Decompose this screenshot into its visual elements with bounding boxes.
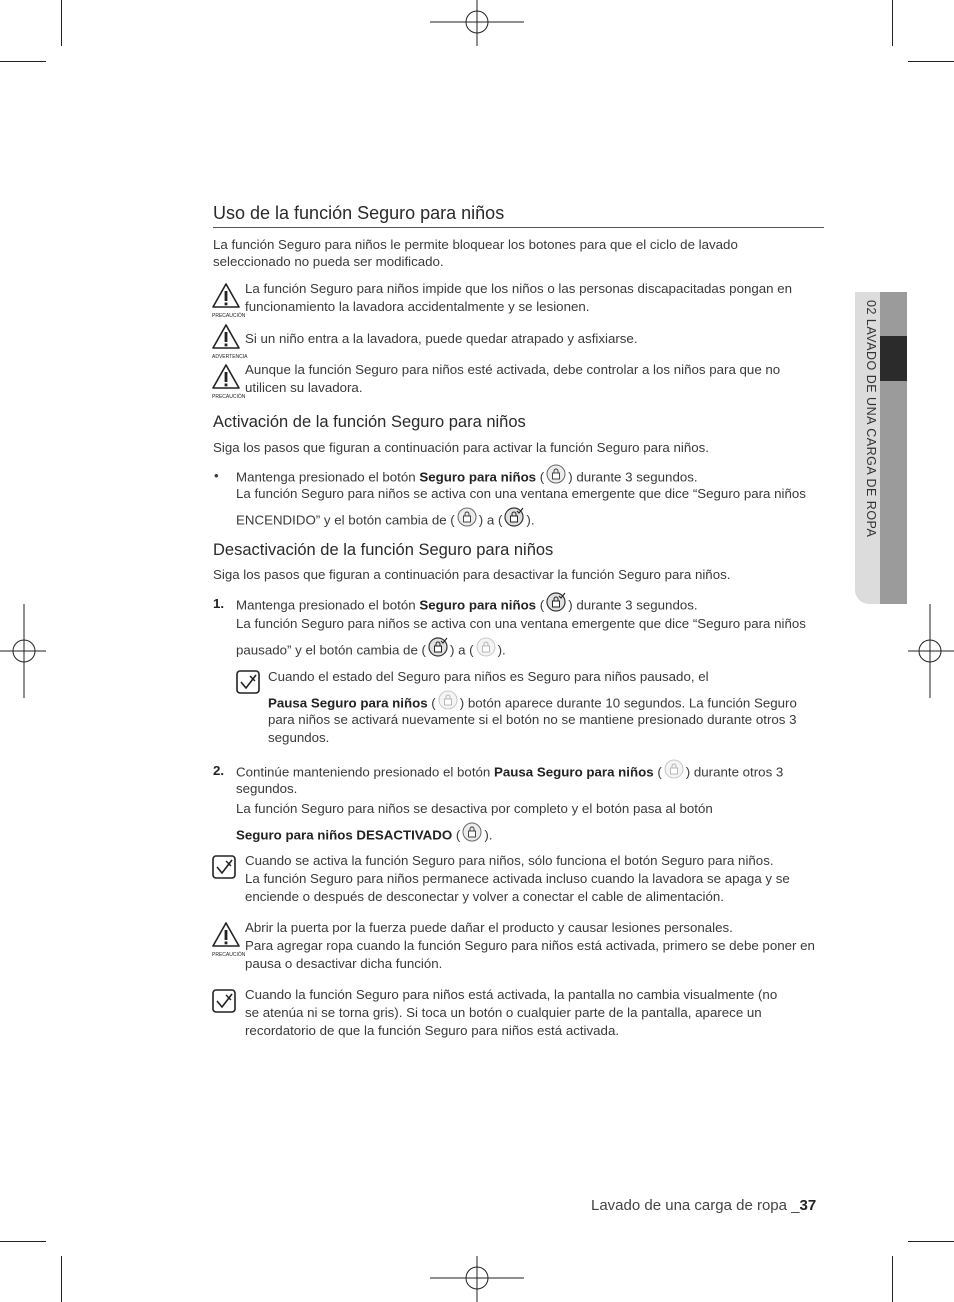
caution-text: La función Seguro para niños impide que los niños o las personas discapacitadas pongan en [245,281,793,296]
child-lock-on-icon [428,637,448,665]
step-text: ) a ( [478,512,503,528]
child-lock-on-icon [504,507,524,535]
step-text: Mantenga presionado el botón [236,597,420,613]
activation-intro: Siga los pasos que figuran a continuación para activar la función Seguro para niños. [213,440,709,455]
button-name: Seguro para niños DESACTIVADO [236,827,453,843]
activation-heading: Activación de la función Seguro para niños [213,413,526,431]
deactivation-step-line: Seguro para niños DESACTIVADO ( ). [236,822,492,850]
deactivation-step-line: La función Seguro para niños se desactiva por completo y el botón pasa al botón [236,801,713,816]
crop-mark [908,61,954,62]
crop-mark [892,1256,893,1302]
step-text: ). [484,827,493,843]
note-text-part: ) botón aparece durante 10 segundos. La función Seguro [459,695,797,711]
activation-step-line: Mantenga presionado el botón Seguro para niños ( ) durante 3 segundos. [236,464,698,492]
note-text: Pausa Seguro para niños ( ) botón aparece durante 10 segundos. La función Seguro [268,690,797,718]
page-title: Uso de la función Seguro para niños [213,203,824,228]
chapter-tab-marker [880,336,907,381]
step-number: 1. [213,596,225,611]
crop-mark [0,1241,46,1242]
page-footer [591,1197,816,1214]
note-text: Cuando el estado del Seguro para niños es Seguro para niños pausado, el [268,669,709,684]
step-text: ) a ( [449,642,474,658]
note-icon [212,989,236,1018]
note-icon [236,670,260,699]
note-text: La función Seguro para niños permanece activada incluso cuando la lavadora se apaga y se [245,871,790,886]
step-text: Continúe manteniendo presionado el botón [236,764,495,780]
caution-text: Abrir la puerta por la fuerza puede dañar el producto y causar lesiones personales. [245,920,733,935]
step-text: ENCENDIDO” y el botón cambia de ( [236,512,455,528]
child-lock-icon [462,822,482,850]
caution-label: PRECAUCIÓN [212,952,246,958]
note-text: segundos. [268,730,330,745]
crop-mark [892,0,893,46]
step-number: 2. [213,763,225,778]
caution-text: Aunque la función Seguro para niños esté activada, debe controlar a los niños para que no [245,362,781,377]
deactivation-step-line: La función Seguro para niños se activa con una ventana emergente que dice “Seguro para niños [236,616,806,631]
step-text: ). [526,512,535,528]
warning-text: Si un niño entra a la lavadora, puede quedar atrapado y asfixiarse. [245,331,638,346]
intro-line: seleccionado no pueda ser modificado. [213,254,444,269]
deactivation-step-line: Mantenga presionado el botón Seguro para niños ( ) durante 3 segundos. [236,592,698,620]
note-text: recordatorio de que la función Seguro para niños está activada. [245,1023,620,1038]
step-text: ) durante otros 3 [685,764,784,780]
caution-icon [212,364,246,400]
caution-icon [212,922,246,958]
step-text: pausado” y el botón cambia de ( [236,642,426,658]
caution-text: pausa o desactivar dicha función. [245,956,443,971]
step-text: ) durante 3 segundos. [568,597,698,613]
crop-mark [908,1241,954,1242]
child-lock-pause-icon [664,759,684,787]
step-text: ). [497,642,506,658]
page-number: 37 [799,1197,817,1214]
deactivation-heading: Desactivación de la función Seguro para niños [213,541,554,559]
warning-label: ADVERTENCIA [212,354,248,360]
registration-mark-bottom [430,1256,524,1302]
caution-text: funcionamiento la lavadora accidentalmente y se lesionen. [245,299,590,314]
intro-line: La función Seguro para niños le permite bloquear los botones para que el ciclo de lavado [213,237,738,252]
caution-icon [212,283,246,319]
button-name: Seguro para niños [419,469,537,485]
caution-label: PRECAUCIÓN [212,394,246,400]
caution-label: PRECAUCIÓN [212,313,246,319]
crop-mark [61,1256,62,1302]
bullet: • [214,468,219,483]
chapter-tab-label: 02 LAVADO DE UNA CARGA DE ROPA [864,300,878,538]
step-text: ) durante 3 segundos. [568,469,698,485]
deactivation-step-line: Continúe manteniendo presionado el botón Pausa Seguro para niños ( ) durante otros 3 [236,759,783,787]
deactivation-intro: Siga los pasos que figuran a continuación para desactivar la función Seguro para niños. [213,567,731,582]
button-name: Pausa Seguro para niños [268,695,428,711]
registration-mark-top [430,0,524,46]
deactivation-step-line [236,637,506,665]
activation-step-line: La función Seguro para niños se activa con una ventana emergente que dice “Seguro para niños [236,486,806,501]
note-icon [212,855,236,884]
note-text: para niños se activará nuevamente si el botón no se mantiene presionado durante otros 3 [268,712,797,727]
step-text: Mantenga presionado el botón [236,469,420,485]
registration-mark-right [908,604,954,698]
button-name: Pausa Seguro para niños [494,764,654,780]
deactivation-step-line: segundos. [236,781,298,796]
child-lock-pause-icon [476,637,496,665]
note-text: Cuando se activa la función Seguro para niños, sólo funciona el botón Seguro para niños. [245,853,774,868]
footer-text: Lavado de una carga de ropa _ [591,1197,800,1214]
warning-icon [212,324,248,360]
note-text: enciende o después de desconectar y volver a conectar el cable de alimentación. [245,889,724,904]
caution-text: utilicen su lavadora. [245,380,363,395]
crop-mark [0,61,46,62]
note-text: Cuando la función Seguro para niños está activada, la pantalla no cambia visualmente (no [245,987,778,1002]
registration-mark-left [0,604,46,698]
note-text: se atenúa ni se torna gris). Si toca un botón o cualquier parte de la pantalla, aparece un [245,1005,762,1020]
button-name: Seguro para niños [419,597,537,613]
activation-step-line [236,507,535,535]
child-lock-icon [457,507,477,535]
crop-mark [61,0,62,46]
caution-text: Para agregar ropa cuando la función Seguro para niños está activada, primero se debe poner en [245,938,815,953]
